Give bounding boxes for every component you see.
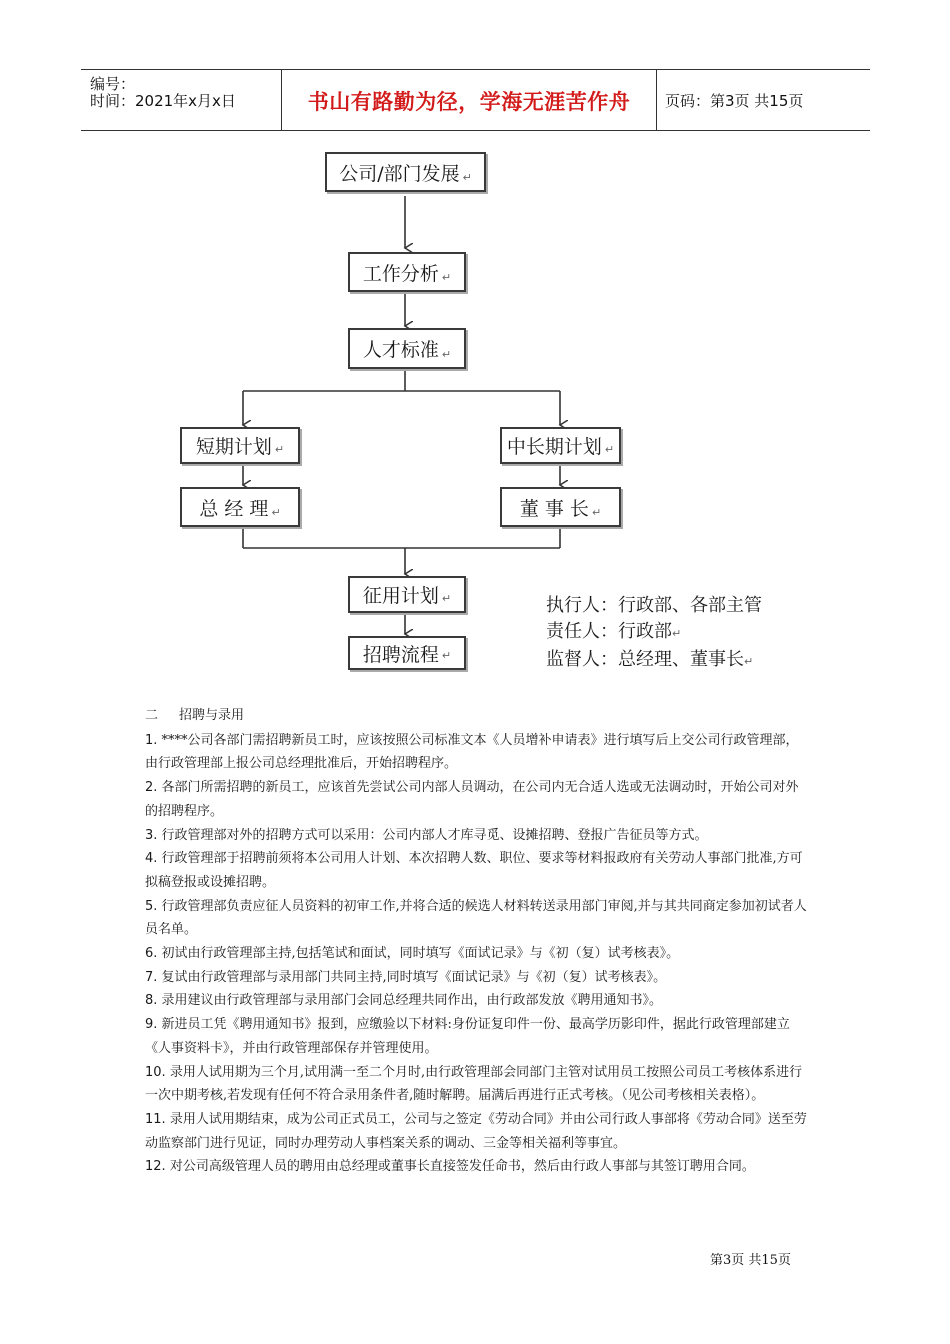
section-number: 二 (145, 708, 159, 723)
node-hiring-plan (348, 576, 466, 613)
item-number: 11. (145, 1111, 166, 1127)
list-item (145, 824, 810, 848)
node-gm-label: 总 经 理 (199, 497, 269, 520)
node-process-label: 招聘流程 (362, 643, 439, 666)
item-text: 初试由行政管理部主持,包括笔试和面试，同时填写《面试记录》与《初（复）试考核表》。 (157, 946, 680, 962)
para-mark-icon: ↵ (271, 506, 281, 519)
item-text: 新进员工凭《聘用通知书》报到，应缴验以下材料:身份证复印件一份、最高学历影印件，据此行政管理部建立《人事资料卡》，并由行政管理部保存并管理使用。 (145, 1017, 790, 1056)
list-item (145, 1013, 810, 1060)
list-item (145, 966, 810, 990)
para-mark-icon: ↵ (744, 655, 754, 668)
node-company-label: 公司/部门发展 (339, 162, 460, 185)
list-item (145, 989, 810, 1013)
item-number: 1. (145, 732, 158, 748)
header-page-info: 页码：第3页 共15页 (665, 92, 804, 110)
role-supervisor (546, 647, 762, 675)
node-chairman (500, 487, 621, 527)
recruitment-rules-list (145, 729, 810, 1179)
para-mark-icon: ↵ (462, 171, 472, 184)
serial-label: 编号： (90, 75, 136, 93)
item-text: 行政管理部对外的招聘方式可以采用：公司内部人才库寻觅、设摊招聘、登报广告征员等方式。 (157, 827, 708, 843)
node-company-development (325, 152, 486, 192)
responsibility-roles (546, 593, 762, 675)
item-text: 对公司高级管理人员的聘用由总经理或董事长直接签发任命书，然后由行政人事部与其签订聘用合同。 (165, 1159, 755, 1175)
list-item (145, 1061, 810, 1108)
item-number: 4. (145, 851, 158, 867)
document-body (145, 704, 810, 1179)
time-label: 时间：2021年x月x日 (90, 92, 236, 110)
para-mark-icon: ↵ (441, 592, 452, 605)
node-short-plan-label: 短期计划 (195, 436, 272, 458)
para-mark-icon: ↵ (441, 649, 452, 662)
item-text: 录用人试用期为三个月,试用满一至二个月时,由行政管理部会同部门主管对试用员工按照公司员工考核体系进行一次中期考核,若发现有任何不符合录用条件者,随时解聘。届满后再进行正式考核。（见公司考核相关表格）。 (145, 1064, 803, 1104)
node-job-analysis (348, 252, 466, 292)
item-text: 行政管理部负责应征人员资料的初审工作,并将合适的候选人材料转送录用部门审阅,并与其共同商定参加初试者人员名单。 (145, 898, 807, 938)
item-number: 9. (145, 1017, 158, 1033)
section-heading (145, 704, 810, 728)
para-mark-icon: ↵ (672, 627, 682, 640)
item-number: 10. (145, 1064, 166, 1080)
page-footer: 第3页 共15页 (710, 1253, 791, 1268)
section-title: 招聘与录用 (179, 708, 245, 723)
para-mark-icon: ↵ (441, 348, 452, 361)
item-number: 5. (145, 898, 158, 914)
item-text: ****公司各部门需招聘新员工时，应该按照公司标准文本《人员增补申请表》进行填写后上交公司行政管理部，由行政管理部上报公司总经理批准后，开始招聘程序。 (145, 732, 799, 772)
role-responsible (546, 619, 762, 647)
item-text: 行政管理部于招聘前须将本公司用人计划、本次招聘人数、职位、要求等材料报政府有关劳动人事部门批准,方可拟稿登报或设摊招聘。 (145, 851, 803, 890)
item-number: 6. (145, 946, 158, 962)
item-number: 8. (145, 993, 158, 1009)
item-number: 2. (145, 780, 158, 796)
para-mark-icon: ↵ (604, 443, 615, 456)
item-number: 3. (145, 827, 158, 843)
para-mark-icon: ↵ (274, 443, 285, 456)
item-number: 12. (145, 1159, 166, 1175)
para-mark-icon: ↵ (591, 506, 602, 519)
item-text: 录用建议由行政管理部与录用部门会同总经理共同作出，由行政部发放《聘用通知书》。 (157, 993, 663, 1009)
item-number: 7. (145, 969, 158, 985)
node-hire-plan-label: 征用计划 (362, 585, 439, 607)
list-item (145, 942, 810, 966)
role-executor: 执行人：行政部、各部主管 (546, 595, 762, 616)
role-responsible-text: 责任人：行政部 (546, 621, 672, 642)
node-long-term-plan (500, 427, 621, 464)
node-board-label: 董 事 长 (519, 497, 589, 520)
node-recruitment-process (348, 636, 466, 670)
item-text: 各部门所需招聘的新员工，应该首先尝试公司内部人员调动，在公司内无合适人选或无法调动时，开始公司对外的招聘程序。 (145, 780, 799, 819)
item-text: 录用人试用期结束，成为公司正式员工，公司与之签定《劳动合同》并由公司行政人事部将《劳动合同》送至劳动监察部门进行见证，同时办理劳动人事档案关系的调动、三金等相关福利等事宜。 (145, 1111, 807, 1151)
para-mark-icon: ↵ (441, 271, 452, 284)
list-item (145, 729, 810, 776)
node-standard-label: 人才标准 (362, 339, 439, 361)
list-item (145, 776, 810, 823)
list-item (145, 1155, 810, 1179)
item-text: 复试由行政管理部与录用部门共同主持,同时填写《面试记录》与《初（复）试考核表》。 (157, 969, 667, 985)
node-long-plan-label: 中长期计划 (506, 436, 602, 458)
list-item (145, 847, 810, 894)
motto: 书山有路勤为径，学海无涯苦作舟 (307, 89, 631, 114)
node-general-manager (180, 487, 300, 527)
list-item (145, 1108, 810, 1155)
node-analysis-label: 工作分析 (362, 262, 439, 285)
node-talent-standard (348, 328, 466, 369)
node-short-term-plan (180, 427, 300, 464)
role-supervisor-text: 监督人：总经理、董事长 (546, 649, 744, 670)
list-item (145, 895, 810, 942)
